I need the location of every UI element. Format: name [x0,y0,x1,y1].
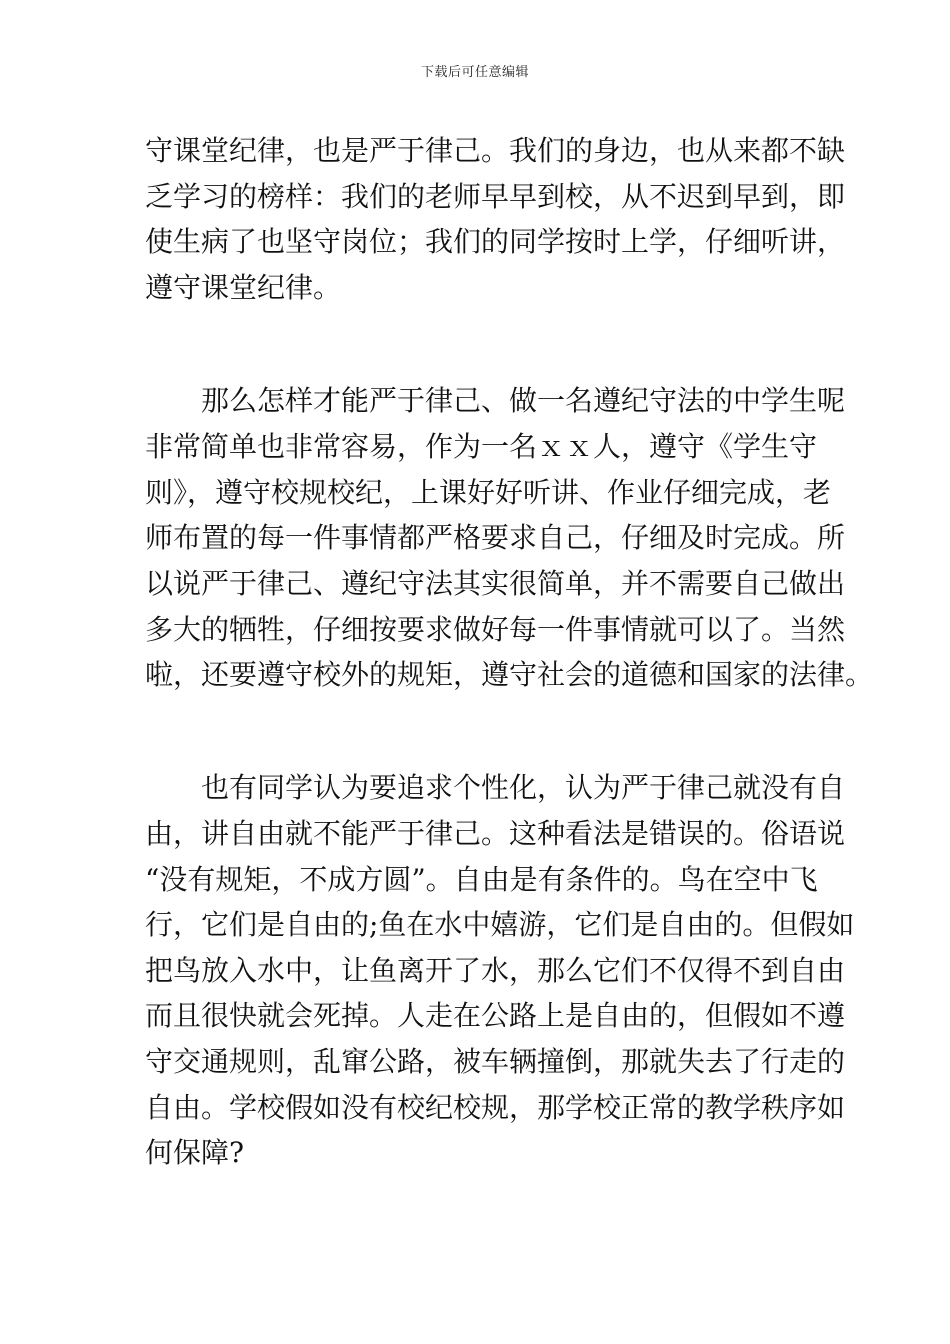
text-line: 也有同学认为要追求个性化，认为严于律己就没有自 [145,771,846,804]
text-line: 遵守课堂纪律。 [145,271,342,304]
text-line: 多大的牺牲，仔细按要求做好每一件事情就可以了。当然 [145,613,846,646]
text-line: 以说严于律己、遵纪守法其实很简单，并不需要自己做出 [145,567,846,600]
text-line: “没有规矩，不成方圆”。自由是有条件的。鸟在空中飞 [145,863,818,896]
text-line: 那么怎样才能严于律己、做一名遵纪守法的中学生呢 [145,384,846,417]
text-line: 而且很快就会死掉。人走在公路上是自由的，但假如不遵 [145,999,846,1032]
text-line: 则》，遵守校规校纪，上课好好听讲、作业仔细完成，老 [145,476,832,509]
text-line: 乏学习的榜样：我们的老师早早到校，从不迟到早到，即 [145,180,846,213]
text-line: 守交通规则，乱窜公路，被车辆撞倒，那就失去了行走的 [145,1045,846,1078]
page-header: 下载后可任意编辑 [420,65,529,80]
text-line: 把鸟放入水中，让鱼离开了水，那么它们不仅得不到自由 [145,954,846,987]
text-line: 使生病了也坚守岗位；我们的同学按时上学，仔细听讲， [145,225,846,258]
text-line: 啦，还要遵守校外的规矩，遵守社会的道德和国家的法律。 [145,658,874,691]
text-line: 守课堂纪律，也是严于律己。我们的身边，也从来都不缺 [145,134,846,167]
text-line: 何保障? [145,1136,245,1169]
text-line: 师布置的每一件事情都严格要求自己，仔细及时完成。所 [145,521,846,554]
text-line: 自由。学校假如没有校纪校规，那学校正常的教学秩序如 [145,1091,846,1124]
text-line: 由，讲自由就不能严于律己。这种看法是错误的。俗语说 [145,817,846,850]
text-line: 行，它们是自由的;鱼在水中嬉游，它们是自由的。但假如 [145,908,855,941]
text-line: 非常简单也非常容易，作为一名ｘｘ人，遵守《学生守 [145,430,818,463]
